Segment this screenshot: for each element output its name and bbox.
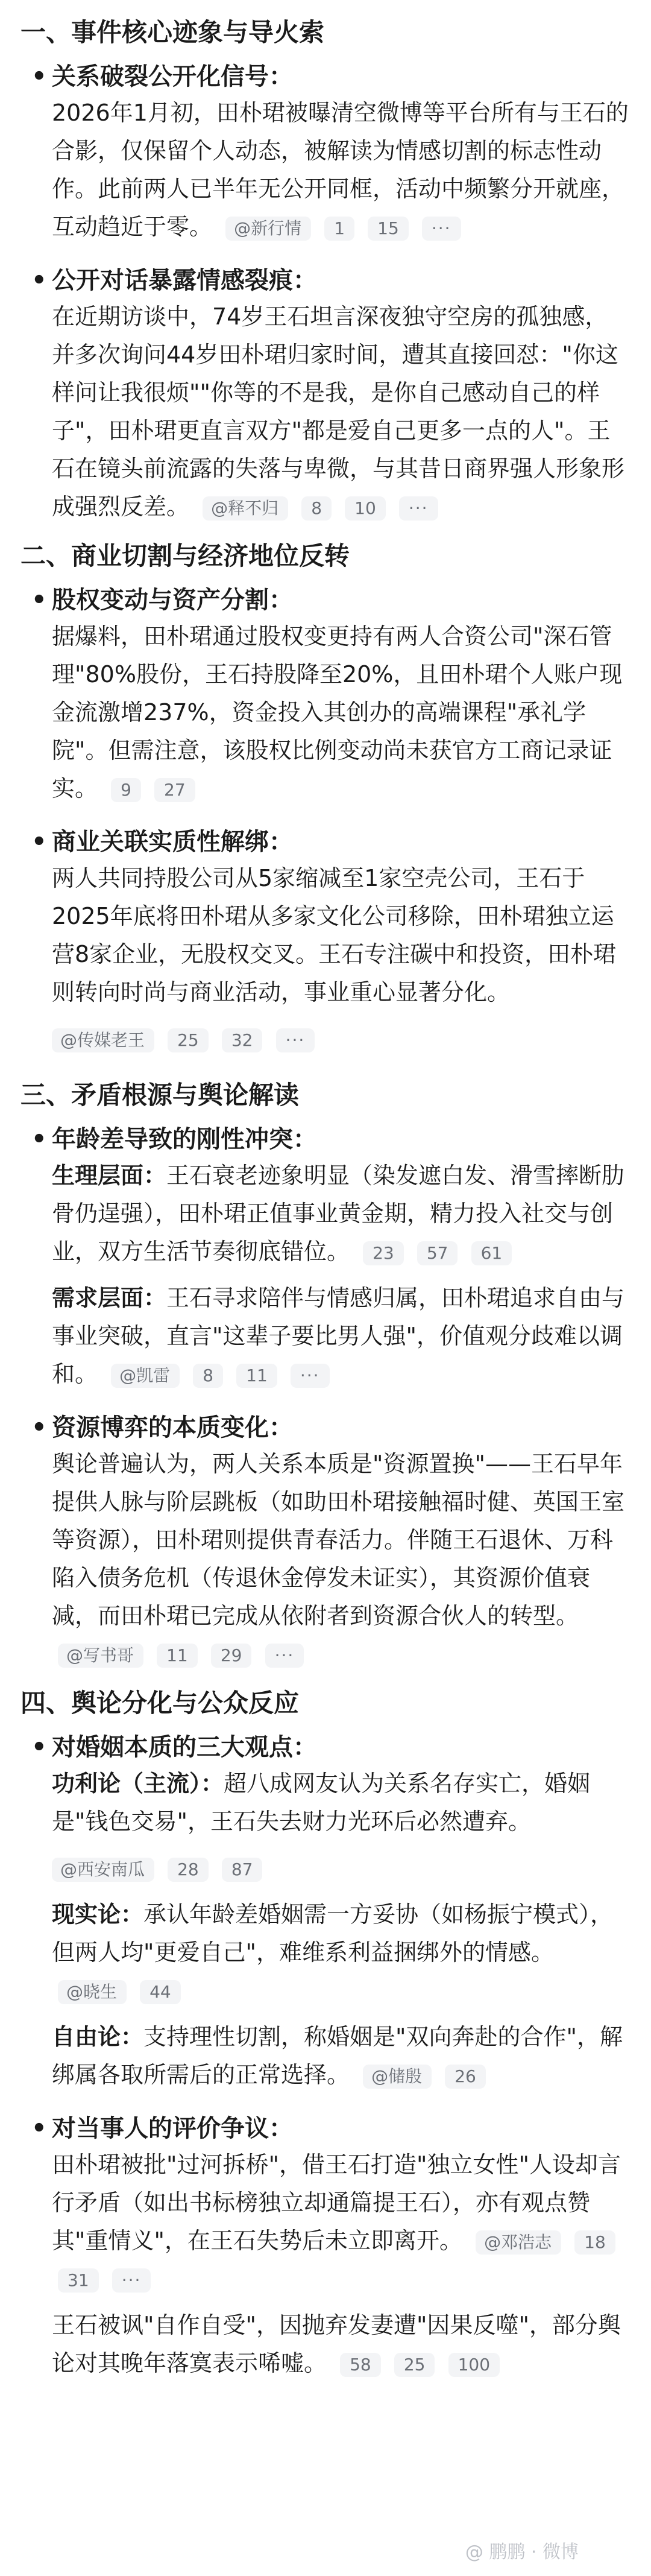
paragraph <box>52 1896 631 2010</box>
bullet-title: 关系破裂公开化信号： <box>52 63 293 90</box>
source-link[interactable]: @写书哥 <box>58 1644 143 1668</box>
citation-count[interactable]: 23 <box>363 1241 404 1265</box>
paragraph <box>52 1279 631 1393</box>
section-title: 三、矛盾根源与舆论解读 <box>20 1080 300 1110</box>
paragraph-text: 超八成网友认为关系名存实亡，婚姻是"钱色交易"，王石失去财力光环后必然遭弃。 <box>52 1770 591 1835</box>
source-link[interactable]: @西安南瓜 <box>52 1858 154 1882</box>
paragraph <box>52 298 631 526</box>
source-link[interactable]: @晓生 <box>58 1980 127 2004</box>
bullet-dot: • <box>31 586 47 614</box>
paragraph-label: 需求层面： <box>52 1285 167 1311</box>
citation-count[interactable]: 58 <box>340 2353 381 2377</box>
citation-count[interactable]: 10 <box>345 496 386 521</box>
bullet-item <box>31 1730 631 2103</box>
section-1 <box>20 14 631 534</box>
citation-count[interactable]: 9 <box>111 778 141 802</box>
bullet-title: 对当事人的评价争议： <box>52 2115 293 2142</box>
section-title: 二、商业切割与经济地位反转 <box>20 541 350 571</box>
section-title: 四、舆论分化与公众反应 <box>20 1688 300 1718</box>
citation-count[interactable]: 29 <box>211 1644 252 1668</box>
paragraph-text: 王石衰老迹象明显（染发遮白发、滑雪摔断肋骨仍逞强），田朴珺正值事业黄金期，精力投入社交与创业，双方生活节奏彻底错位。 <box>52 1162 625 1265</box>
section-4 <box>20 1685 631 2391</box>
citation-count[interactable]: 28 <box>168 1858 209 1882</box>
bullet-item <box>31 263 631 534</box>
bullet-title: 公开对话暴露情感裂痕： <box>52 267 317 294</box>
bullet-dot: • <box>31 1414 47 1441</box>
bullet-title: 股权变动与资产分割： <box>52 586 293 614</box>
paragraph-label: 功利论（主流）： <box>52 1770 224 1797</box>
bullet-item <box>31 59 631 255</box>
section-2 <box>20 538 631 1066</box>
paragraph-text: 2026年1月初，田朴珺被曝清空微博等平台所有与王石的合影，仅保留个人动态，被解读为情感切割的标志性动作。此前两人已半年无公开同框，活动中频繁分开就座，互动趋近于零。 <box>52 100 629 240</box>
bullet-item <box>31 2111 631 2391</box>
source-link[interactable]: @传媒老王 <box>52 1028 154 1052</box>
section-title: 一、事件核心迹象与导火索 <box>20 17 325 47</box>
bullet-dot: • <box>31 2115 47 2142</box>
citation-count[interactable]: 100 <box>448 2353 500 2377</box>
paragraph-text: 据爆料，田朴珺通过股权变更持有两人合资公司"深石管理"80%股份，王石持股降至20%，且田朴珺个人账户现金流激增237%，资金投入其创办的高端课程"承礼学院"。但需注意，该股权比例变动尚未获官方工商记录证实。 <box>52 623 623 802</box>
paragraph-text: 王石被讽"自作自受"，因抛弃发妻遭"因果反噬"，部分舆论对其晚年落寞表示唏嘘。 <box>52 2312 621 2376</box>
citation-count[interactable]: 8 <box>301 496 332 521</box>
paragraph-text: 在近期访谈中，74岁王石坦言深夜独守空房的孤独感，并多次询问44岁田朴珺归家时间，遭其直接回怼："你这样问让我很烦""你等的不是我，是你自己感动自己的样子"，田朴珺更直言双方"都是爱自己更多一点的人"。王石在镜头前流露的失落与卑微，与其昔日商界强人形象形成强烈反差。 <box>52 303 625 520</box>
paragraph <box>52 2146 631 2298</box>
paragraph <box>52 1157 631 1271</box>
citation-count[interactable]: 8 <box>193 1364 223 1388</box>
bullet-item <box>31 824 631 1066</box>
more-button[interactable]: ··· <box>291 1364 330 1388</box>
bullet-dot: • <box>31 1733 47 1761</box>
paragraph-text: 舆论普遍认为，两人关系本质是"资源置换"——王石早年提供人脉与阶层跳板（如助田朴珺接触福时健、英国王室等资源），田朴珺则提供青春活力。伴随王石退休、万科陷入债务危机（传退休金停发未证实），其资源价值衰减，而田朴珺已完成从依附者到资源合伙人的转型。 <box>52 1451 625 1629</box>
citation-count[interactable]: 11 <box>236 1364 277 1388</box>
more-button[interactable]: ··· <box>112 2268 151 2293</box>
bullet-dot: • <box>31 267 47 294</box>
paragraph <box>52 859 631 1011</box>
source-link[interactable]: @释不归 <box>203 496 288 521</box>
bullet-title: 对婚姻本质的三大观点： <box>52 1733 317 1761</box>
citation-count[interactable]: 87 <box>222 1858 263 1882</box>
citation-count[interactable]: 31 <box>58 2268 99 2293</box>
paragraph <box>52 94 631 246</box>
citation-count[interactable]: 32 <box>222 1028 263 1052</box>
paragraph-text: 支持理性切割，称婚姻是"双向奔赴的合作"，解绑属各取所需后的正常选择。 <box>52 2024 623 2088</box>
paragraph-text: 两人共同持股公司从5家缩减至1家空壳公司，王石于2025年底将田朴珺从多家文化公司移除，田朴珺独立运营8家企业，无股权交叉。王石专注碳中和投资，田朴珺则转向时尚与商业活动，事业重心显著分化。 <box>52 865 617 1005</box>
paragraph-text: 王石寻求陪伴与情感归属，田朴珺追求自由与事业突破，直言"这辈子要比男人强"，价值观分歧难以调和。 <box>52 1285 625 1387</box>
citation-count[interactable]: 11 <box>157 1644 198 1668</box>
paragraph <box>52 2018 631 2094</box>
source-link[interactable]: @储殷 <box>363 2065 432 2089</box>
citation-count[interactable]: 44 <box>140 1980 181 2004</box>
citation-count[interactable]: 25 <box>168 1028 209 1052</box>
citation-count[interactable]: 61 <box>471 1241 512 1265</box>
source-link[interactable]: @新行情 <box>225 217 311 241</box>
bullet-title: 资源博弈的本质变化： <box>52 1414 293 1441</box>
paragraph-citations <box>52 1849 631 1887</box>
citation-count[interactable]: 25 <box>394 2353 435 2377</box>
more-button[interactable]: ··· <box>265 1644 304 1668</box>
more-button[interactable]: ··· <box>422 217 461 241</box>
paragraph-text: 田朴珺被批"过河拆桥"，借王石打造"独立女性"人设却言行矛盾（如出书标榜独立却通篇提王石），亦有观点赞其"重情义"，在王石失势后未立即离开。 <box>52 2151 621 2254</box>
bullet-dot: • <box>31 63 47 90</box>
paragraph <box>52 618 631 808</box>
source-link[interactable]: @凯雷 <box>111 1364 180 1388</box>
citation-count[interactable]: 15 <box>368 217 409 241</box>
more-button[interactable]: ··· <box>276 1028 315 1052</box>
citation-count[interactable]: 26 <box>445 2065 486 2089</box>
source-link[interactable]: @邓浩志 <box>476 2230 561 2255</box>
bullet-title: 商业关联实质性解绑： <box>52 828 293 856</box>
watermark: @ 鹏鹏 · 微博 <box>465 2542 579 2563</box>
bullet-item <box>31 1122 631 1402</box>
citation-count[interactable]: 18 <box>574 2230 615 2255</box>
paragraph-label: 生理层面： <box>52 1162 167 1189</box>
paragraph-citations <box>52 1020 631 1058</box>
paragraph <box>52 1445 631 1673</box>
bullet-dot: • <box>31 1125 47 1153</box>
bullet-item <box>31 1410 631 1682</box>
bullet-title: 年龄差导致的刚性冲突： <box>52 1125 317 1153</box>
more-button[interactable]: ··· <box>399 496 438 521</box>
section-3 <box>20 1077 631 1682</box>
citation-count[interactable]: 1 <box>324 217 354 241</box>
paragraph-text: 承认年龄差婚姻需一方妥协（如杨振宁模式），但两人均"更爱自己"，难维系利益捆绑外的情感。 <box>52 1901 614 1966</box>
paragraph-label: 自由论： <box>52 2024 144 2050</box>
bullet-item <box>31 583 631 816</box>
bullet-dot: • <box>31 828 47 856</box>
paragraph <box>52 1765 631 1841</box>
citation-count[interactable]: 27 <box>154 778 195 802</box>
paragraph-label: 现实论： <box>52 1901 144 1928</box>
citation-count[interactable]: 57 <box>417 1241 458 1265</box>
paragraph <box>52 2306 631 2382</box>
